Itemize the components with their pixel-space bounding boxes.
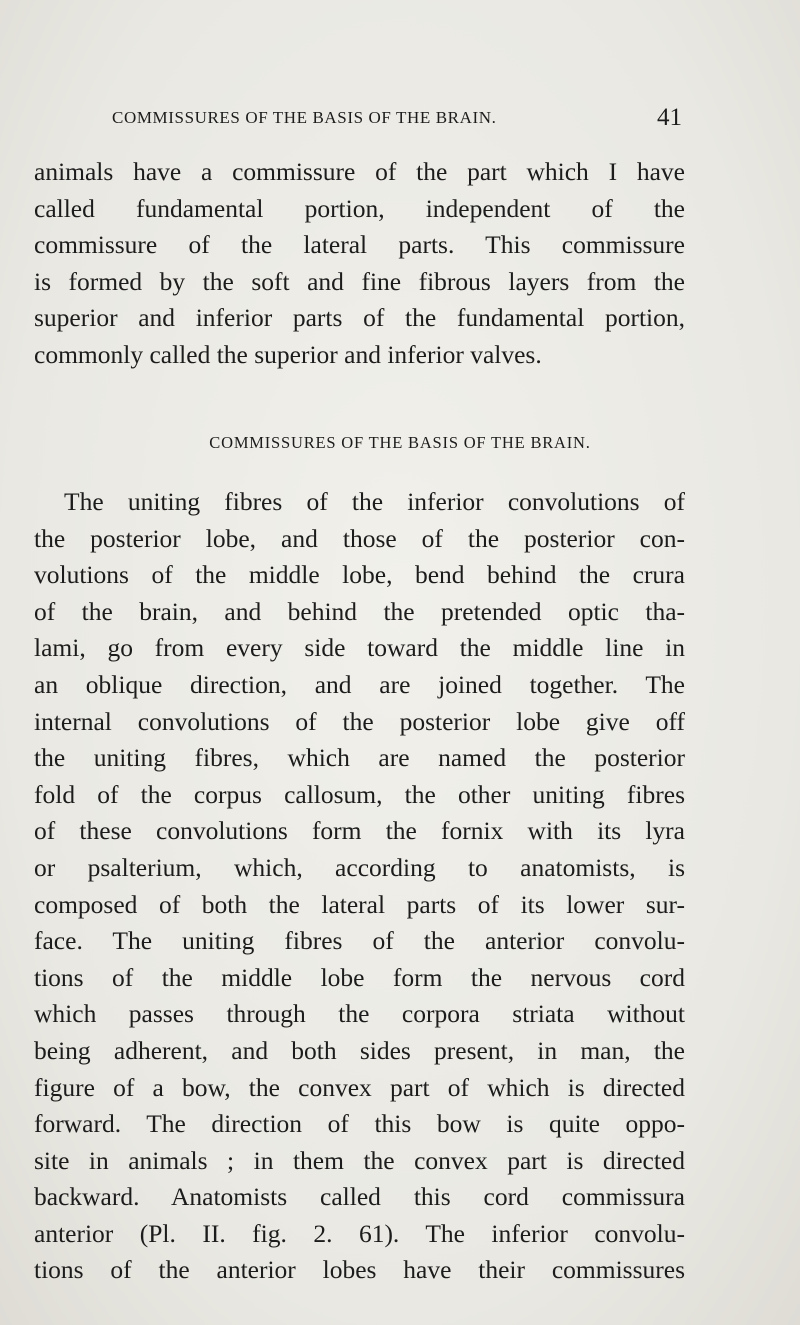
- text-line: of the brain, and behind the pretended optic tha-: [34, 596, 685, 626]
- text-line: composed of both the lateral parts of its lower sur-: [34, 889, 685, 919]
- running-head: [112, 104, 682, 131]
- text-line: figure of a bow, the convex part of which is directed: [34, 1072, 685, 1102]
- text-line: commonly called the superior and inferior valves.: [34, 339, 542, 369]
- text-line: animals have a commissure of the part which I have: [34, 157, 685, 186]
- text-line: site in animals ; in them the convex part is directed: [34, 1145, 685, 1175]
- text-line: the uniting fibres, which are named the posterior: [34, 743, 685, 773]
- text-line: or psalterium, which, according to anatomists, is: [34, 852, 685, 882]
- page-number: 41: [657, 104, 682, 131]
- text-line: superior and inferior parts of the fundamental portion,: [34, 303, 685, 333]
- text-line: forward. The direction of this bow is quite oppo-: [34, 1109, 685, 1139]
- text-line: lami, go from every side toward the middle line in: [34, 633, 685, 663]
- text-line: commissure of the lateral parts. This commissure: [34, 230, 685, 260]
- text-line: anterior (Pl. II. fig. 2. 61). The inferior convolu-: [34, 1218, 685, 1248]
- text-line: fold of the corpus callosum, the other uniting fibres: [34, 779, 685, 809]
- text-line: volutions of the middle lobe, bend behind the crura: [34, 560, 685, 590]
- text-line: tions of the anterior lobes have their commissures: [34, 1255, 685, 1285]
- paragraph-commissures: [34, 484, 685, 1289]
- paragraph-continued: [34, 154, 685, 374]
- text-line: backward. Anatomists called this cord commissura: [34, 1182, 685, 1212]
- text-line: an oblique direction, and are joined together. The: [34, 669, 685, 699]
- text-line: internal convolutions of the posterior lobe give off: [34, 706, 685, 736]
- text-line: being adherent, and both sides present, in man, the: [34, 1035, 685, 1065]
- running-head-title: COMMISSURES OF THE BASIS OF THE BRAIN.: [112, 108, 497, 127]
- text-line: tions of the middle lobe form the nervous cord: [34, 962, 685, 992]
- text-line: The uniting fibres of the inferior convolutions of: [64, 487, 685, 516]
- text-line: of these convolutions form the fornix with its lyra: [34, 816, 685, 846]
- text-line: the posterior lobe, and those of the posterior con-: [34, 523, 685, 553]
- text-line: called fundamental portion, independent of the: [34, 193, 685, 223]
- text-line: is formed by the soft and fine fibrous layers from the: [34, 266, 685, 296]
- text-line: which passes through the corpora striata without: [34, 999, 685, 1029]
- section-heading: COMMISSURES OF THE BASIS OF THE BRAIN.: [209, 433, 591, 452]
- text-line: face. The uniting fibres of the anterior convolu-: [34, 926, 685, 956]
